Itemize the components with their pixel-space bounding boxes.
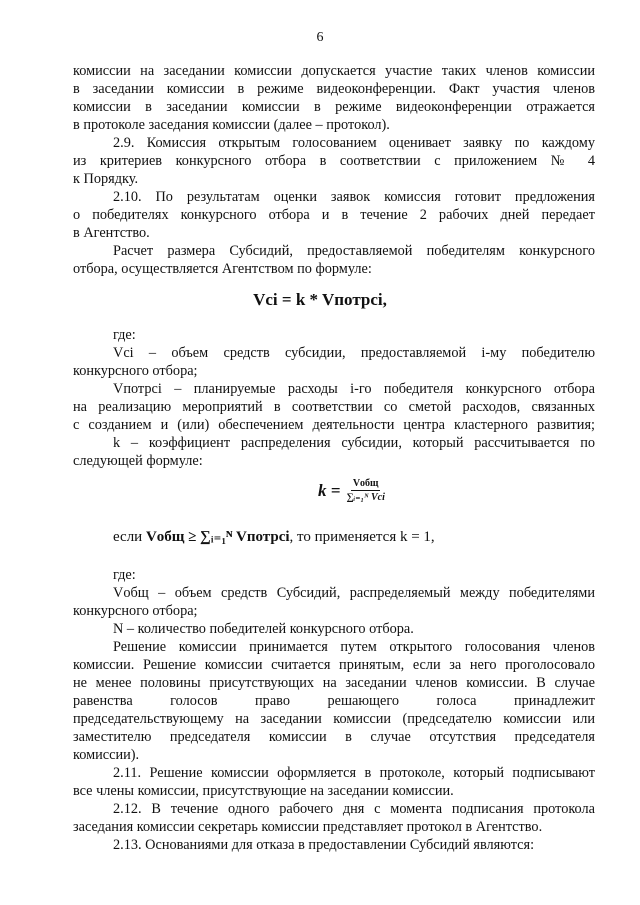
condition-prefix: если [113, 529, 146, 545]
text-line: комиссии в заседании комиссии в режиме видеоконференции отражается [73, 99, 595, 115]
text-line: заседания комиссии секретарь комиссии представляет протокол в Агентство. [73, 819, 543, 835]
text-line: N – количество победителей конкурсного отбора. [113, 621, 414, 637]
text-line: заместителю председателя комиссии в случае отсутствия председателя [73, 729, 595, 745]
fraction [346, 478, 384, 503]
fraction-numerator: Vобщ [352, 478, 379, 489]
text-line: Vобщ – объем средств Субсидий, распределяемый между победителями [113, 585, 595, 601]
text-line: из критериев конкурсного отбора в соответствии с приложением № 4 [73, 153, 595, 169]
text-line: Расчет размера Субсидий, предоставляемой победителям конкурсного [113, 243, 595, 259]
text-line: 2.12. В течение одного рабочего дня с момента подписания протокола [113, 801, 595, 817]
text-line: Vпотрci – планируемые расходы i-го победителя конкурсного отбора [113, 381, 595, 397]
text-line: в заседании комиссии в режиме видеоконференции. Факт участия членов [73, 81, 595, 97]
text-line: где: [113, 327, 136, 343]
text-line: все члены комиссии, присутствующие на заседании комиссии. [73, 783, 454, 799]
condition-expr: Vобщ ≥ ∑ᵢ₌₁ᴺ Vпотрci [145, 529, 290, 545]
text-line: комиссии). [73, 747, 140, 763]
text-line: комиссии. Решение комиссии считается принятым, если за него проголосовало [73, 657, 595, 673]
text-line: следующей формуле: [73, 453, 203, 469]
condition-line [113, 528, 435, 546]
text-line: комиссии на заседании комиссии допускается участие таких членов комиссии [73, 63, 595, 79]
text-line: о победителях конкурсного отбора и в течение 2 рабочих дней передает [73, 207, 595, 223]
condition-suffix: , то применяется k = 1, [289, 529, 435, 545]
fraction-denominator: ∑ᵢ₌₁ᴺ Vci [346, 492, 385, 503]
text-line: 2.9. Комиссия открытым голосованием оценивает заявку по каждому [113, 135, 595, 151]
text-line: 2.10. По результатам оценки заявок комиссия готовит предложения [113, 189, 595, 205]
text-line: Vci – объем средств субсидии, предоставляемой i-му победителю [113, 345, 595, 361]
text-line: 2.11. Решение комиссии оформляется в протоколе, который подписывают [113, 765, 595, 781]
text-line: конкурсного отбора; [73, 603, 198, 619]
text-line: k – коэффициент распределения субсидии, который рассчитывается по [113, 435, 595, 451]
text-line: не менее половины присутствующих на заседании членов комиссии. В случае [73, 675, 595, 691]
text-line: 2.13. Основаниями для отказа в предоставлении Субсидий являются: [113, 837, 535, 853]
text-line: равенства голосов право решающего голоса принадлежит [73, 693, 595, 709]
text-line: Решение комиссии принимается путем открытого голосования членов [113, 639, 595, 655]
text-line: председательствующему на заседании комиссии (председателю комиссии или [73, 711, 595, 727]
formula-k [318, 478, 385, 503]
text-line: отбора, осуществляется Агентством по формуле: [73, 261, 372, 277]
page-number: 6 [316, 30, 324, 45]
text-line: конкурсного отбора; [73, 363, 198, 379]
text-line: в протоколе заседания комиссии (далее – протокол). [73, 117, 390, 133]
text-line: на реализацию мероприятий в соответствии со сметой расходов, связанных [73, 399, 595, 415]
text-line: в Агентство. [73, 225, 150, 241]
formula-k-label: k = [318, 480, 341, 500]
text-line: к Порядку. [73, 171, 139, 187]
text-line: с созданием и (или) обеспечением деятельности центра кластерного развития; [73, 417, 595, 433]
formula-subsidy: Vci = k * Vпотрci, [253, 290, 387, 309]
text-line: где: [113, 567, 136, 583]
